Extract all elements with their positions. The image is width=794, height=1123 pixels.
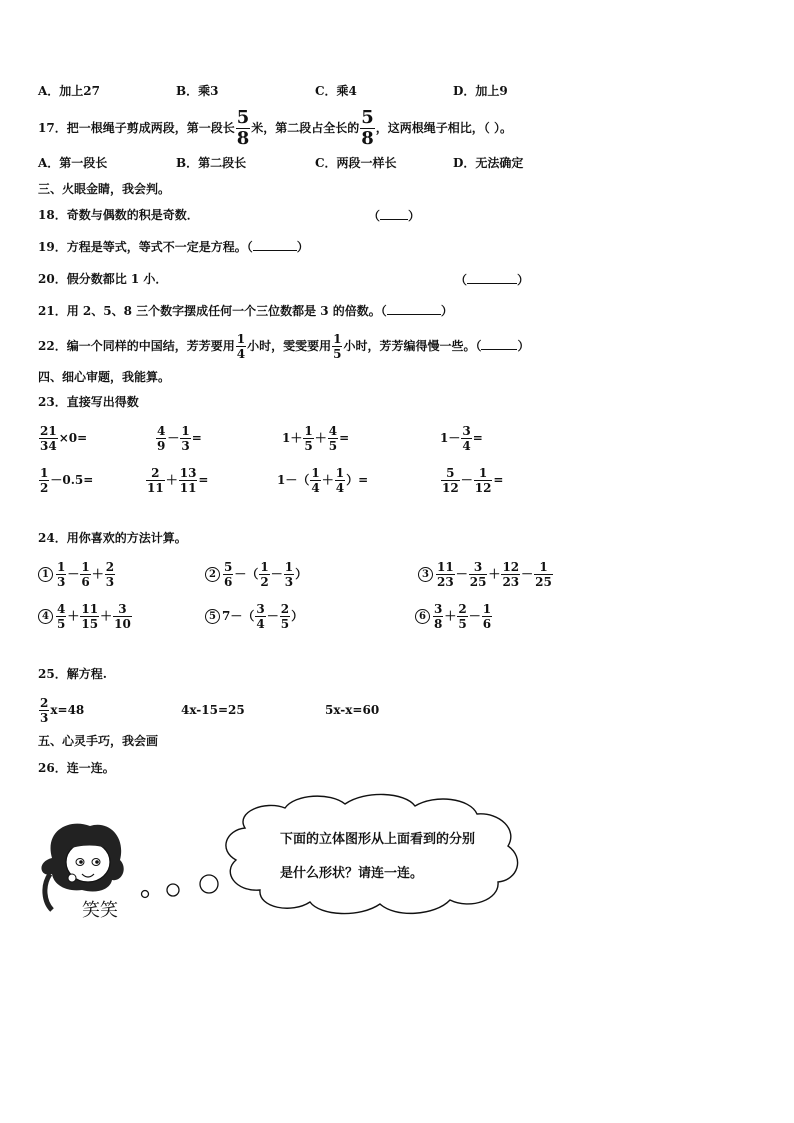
thought-cloud [226, 794, 518, 913]
q17-question: 17．把一根绳子剪成两段，第一段长 $\frac{5}{8}$ 米，第二段占全长的 $\frac{5}{8}$ ，这两根绳子相比，（ ）。 [38, 107, 512, 149]
q17-option-d: D．无法确定 [453, 156, 524, 170]
q24-problem-1: 1 $\frac{1}{3}$ － $\frac{1}{6}$ ＋ $\frac{2}{3}$ [38, 556, 116, 592]
q16-option-b: B．乘3 [176, 84, 219, 98]
girl-icon [41, 824, 123, 910]
thought-dot-small [142, 891, 149, 898]
q16-option-c: C．乘4 [315, 84, 357, 98]
q25-equation-1: $\frac{2}{3}$ x=48 [40, 696, 85, 725]
fraction: $\frac{5}{8}$ [361, 107, 374, 149]
q23-expr-5: $\frac{1}{2}$ －0.5= [40, 466, 94, 495]
q25-equation-3: 5x-x=60 [325, 703, 380, 717]
q16-option-d: D．加上9 [453, 84, 508, 98]
q23-expr-4: 1－ $\frac{3}{4}$ = [440, 424, 483, 453]
q22-question: 22．编一个同样的中国结，芳芳要用 $\frac{1}{4}$ 小时，雯雯要用 $\frac{1}{5}$ 小时，芳芳编得慢一些。（ ） [38, 332, 530, 361]
q23-expr-8: $\frac{5}{12}$ － $\frac{1}{12}$ = [442, 466, 504, 495]
q26-title: 26．连一连。 [38, 761, 115, 775]
section-4-heading: 四、细心审题，我能算。 [38, 370, 171, 384]
q23-expr-3: 1＋ $\frac{1}{5}$ ＋ $\frac{4}{5}$ = [282, 424, 350, 453]
q23-expr-7: 1－（ $\frac{1}{4}$ ＋ $\frac{1}{4}$ ）= [277, 466, 369, 495]
bubble-text-line-1: 下面的立体图形从上面看到的分别 [280, 832, 476, 847]
q18-answer-blank[interactable]: （ ） [368, 209, 421, 223]
q24-problem-3: 3 $\frac{11}{23}$ － $\frac{3}{25}$ ＋ $\frac{12}{23}$ － $\frac{1}{25}$ [418, 556, 554, 592]
q24-title: 24．用你喜欢的方法计算。 [38, 531, 187, 545]
q24-problem-6: 6 $\frac{3}{8}$ ＋ $\frac{2}{5}$ － $\frac{1}{6}$ [415, 598, 493, 634]
bubble-text-line-2: 是什么形状？请连一连。 [280, 866, 424, 881]
q16-option-a: A．加上27 [38, 84, 101, 98]
q19-question: 19．方程是等式，等式不一定是方程。（ ） [38, 240, 309, 254]
q23-expr-1: $\frac{21}{34}$ ×0= [40, 424, 88, 453]
thought-dot-large [200, 875, 218, 893]
q21-question: 21．用 2、5、8 三个数字摆成任何一个三位数都是 3 的倍数。（ ） [38, 304, 453, 318]
girl-name-label: 笑笑 [82, 900, 118, 921]
q19-answer-blank[interactable] [253, 238, 297, 251]
q22-answer-blank[interactable] [481, 337, 517, 350]
thought-dot-medium [167, 884, 179, 896]
q24-problem-5: 5 7－（ $\frac{3}{4}$ － $\frac{2}{5}$ ） [205, 598, 303, 634]
q20-question: 20．假分数都比 1 小． [38, 272, 168, 286]
fraction: $\frac{1}{5}$ [333, 332, 342, 361]
q21-answer-blank[interactable] [387, 302, 441, 315]
q23-title: 23．直接写出得数 [38, 395, 139, 409]
fraction: $\frac{1}{4}$ [236, 332, 246, 361]
section-3-heading: 三、火眼金睛，我会判。 [38, 182, 171, 196]
q23-expr-2: $\frac{4}{9}$ － $\frac{1}{3}$ = [157, 424, 202, 453]
q25-equation-2: 4x-15=25 [181, 703, 245, 717]
section-5-heading: 五、心灵手巧，我会画 [38, 734, 159, 748]
q24-problem-2: 2 $\frac{5}{6}$ －（ $\frac{1}{2}$ － $\frac{1}{3}$ ） [205, 556, 307, 592]
q18-question: 18．奇数与偶数的积是奇数． [38, 208, 199, 222]
fraction: $\frac{5}{8}$ [236, 107, 250, 149]
q25-title: 25．解方程. [38, 667, 107, 681]
q17-option-a: A．第一段长 [38, 156, 108, 170]
q20-answer-blank[interactable]: （ ） [455, 273, 530, 287]
q24-problem-4: 4 $\frac{4}{5}$ ＋ $\frac{11}{15}$ ＋ $\frac{3}{10}$ [38, 598, 133, 634]
q17-option-c: C．两段一样长 [315, 156, 397, 170]
q17-option-b: B．第二段长 [176, 156, 247, 170]
q23-expr-6: $\frac{2}{11}$ ＋ $\frac{13}{11}$ = [147, 466, 209, 495]
